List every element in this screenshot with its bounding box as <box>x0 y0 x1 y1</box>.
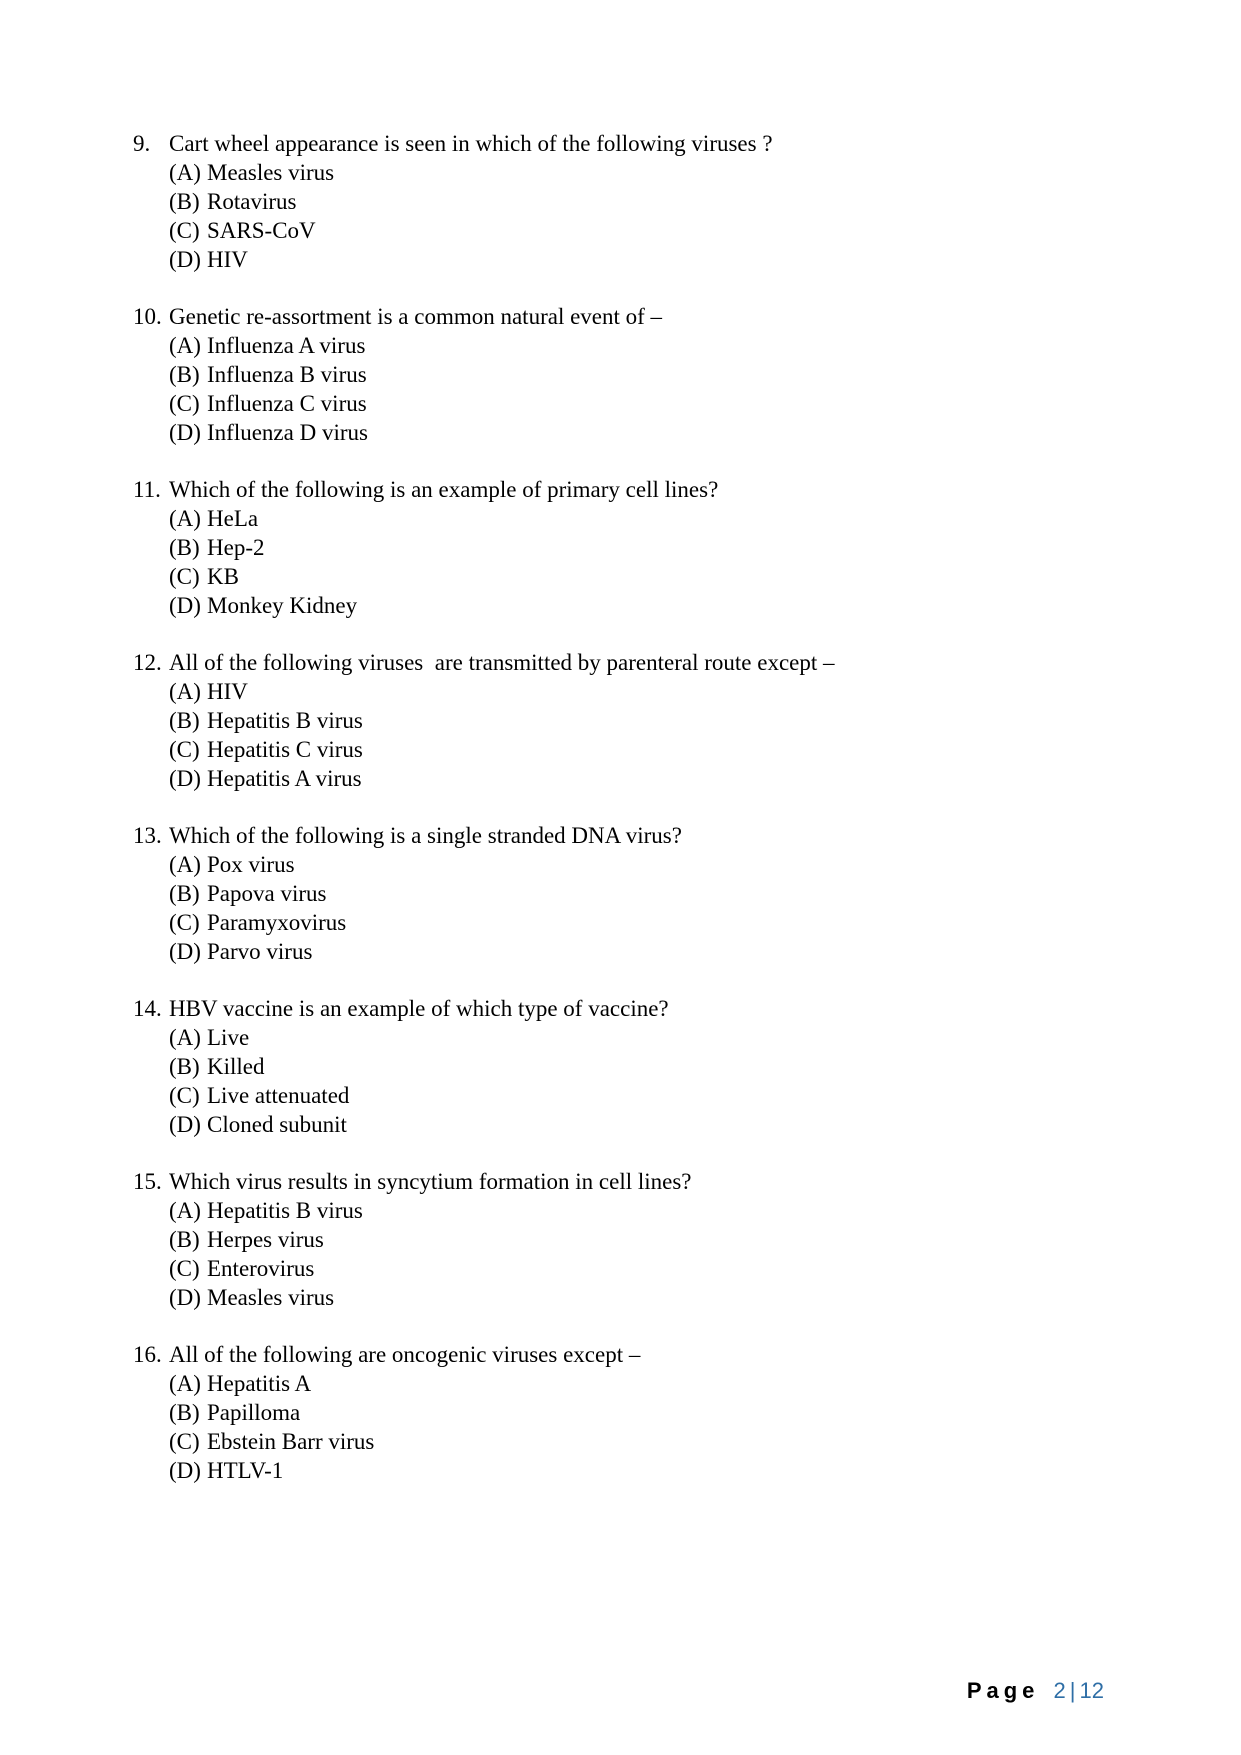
question-stem <box>133 648 1133 677</box>
question-number: 15. <box>133 1169 162 1194</box>
question-stem <box>133 129 1133 158</box>
option-text: Parvo virus <box>207 939 313 964</box>
option-letter: (C) <box>169 1083 200 1108</box>
option-a <box>169 677 1133 706</box>
option-b <box>169 360 1133 389</box>
option-list <box>133 158 1133 274</box>
option-a <box>169 504 1133 533</box>
option-text: Paramyxovirus <box>207 910 347 935</box>
option-text: Monkey Kidney <box>207 593 358 618</box>
question-stem <box>133 994 1133 1023</box>
option-list <box>133 331 1133 447</box>
question-15 <box>133 1167 1133 1312</box>
option-c <box>169 1081 1133 1110</box>
option-c <box>169 216 1133 245</box>
option-d <box>169 1456 1133 1485</box>
page-separator: | <box>1069 1678 1076 1703</box>
question-stem <box>133 302 1133 331</box>
question-number: 10. <box>133 304 162 329</box>
option-text: Hep-2 <box>207 535 265 560</box>
question-number: 12. <box>133 650 162 675</box>
option-a <box>169 1196 1133 1225</box>
option-letter: (D) <box>169 766 201 791</box>
option-b <box>169 533 1133 562</box>
option-text: HIV <box>207 247 248 272</box>
option-list <box>133 504 1133 620</box>
option-letter: (A) <box>169 160 201 185</box>
option-list <box>133 1196 1133 1312</box>
option-text: Papilloma <box>207 1400 301 1425</box>
option-letter: (A) <box>169 506 201 531</box>
option-text: HeLa <box>207 506 259 531</box>
option-letter: (A) <box>169 679 201 704</box>
option-text: Hepatitis B virus <box>207 1198 363 1223</box>
option-d <box>169 591 1133 620</box>
option-letter: (D) <box>169 593 201 618</box>
option-letter: (D) <box>169 1285 201 1310</box>
question-number: 13. <box>133 823 162 848</box>
question-stem <box>133 821 1133 850</box>
option-text: Influenza B virus <box>207 362 367 387</box>
option-text: Influenza C virus <box>207 391 367 416</box>
question-number: 9. <box>133 131 151 156</box>
option-a <box>169 850 1133 879</box>
option-a <box>169 331 1133 360</box>
option-text: Hepatitis B virus <box>207 708 363 733</box>
question-16 <box>133 1340 1133 1485</box>
current-page-number: 2 <box>1053 1678 1066 1703</box>
option-text: Measles virus <box>207 1285 335 1310</box>
option-d <box>169 1283 1133 1312</box>
option-letter: (A) <box>169 1198 201 1223</box>
question-list <box>133 129 1133 1513</box>
option-letter: (C) <box>169 391 200 416</box>
question-9 <box>133 129 1133 274</box>
option-letter: (B) <box>169 1054 200 1079</box>
option-letter: (D) <box>169 939 201 964</box>
question-number: 11. <box>133 477 161 502</box>
option-letter: (B) <box>169 535 200 560</box>
question-text: Which of the following is an example of primary cell lines? <box>169 477 719 502</box>
option-letter: (A) <box>169 852 201 877</box>
option-d <box>169 418 1133 447</box>
question-10 <box>133 302 1133 447</box>
option-a <box>169 1369 1133 1398</box>
option-letter: (C) <box>169 1429 200 1454</box>
option-letter: (D) <box>169 420 201 445</box>
option-text: Influenza A virus <box>207 333 366 358</box>
question-text: Which of the following is a single stranded DNA virus? <box>169 823 682 848</box>
option-letter: (B) <box>169 1400 200 1425</box>
question-stem <box>133 1340 1133 1369</box>
option-b <box>169 879 1133 908</box>
question-text: Genetic re-assortment is a common natural event of – <box>169 304 663 329</box>
option-letter: (C) <box>169 737 200 762</box>
option-letter: (B) <box>169 362 200 387</box>
option-b <box>169 1225 1133 1254</box>
option-text: Cloned subunit <box>207 1112 347 1137</box>
option-text: Rotavirus <box>207 189 297 214</box>
option-text: Hepatitis A virus <box>207 766 362 791</box>
option-b <box>169 706 1133 735</box>
option-d <box>169 937 1133 966</box>
option-letter: (B) <box>169 1227 200 1252</box>
option-letter: (B) <box>169 708 200 733</box>
option-c <box>169 1254 1133 1283</box>
option-c <box>169 562 1133 591</box>
question-text: All of the following are oncogenic viruses except – <box>169 1342 641 1367</box>
option-c <box>169 908 1133 937</box>
option-text: Hepatitis C virus <box>207 737 363 762</box>
question-12 <box>133 648 1133 793</box>
option-letter: (A) <box>169 1371 201 1396</box>
option-text: Papova virus <box>207 881 327 906</box>
option-d <box>169 1110 1133 1139</box>
option-text: HTLV-1 <box>207 1458 284 1483</box>
option-text: KB <box>207 564 239 589</box>
page-footer <box>967 1677 1104 1705</box>
option-letter: (D) <box>169 247 201 272</box>
option-c <box>169 735 1133 764</box>
option-list <box>133 1023 1133 1139</box>
option-letter: (C) <box>169 564 200 589</box>
option-letter: (C) <box>169 218 200 243</box>
option-text: Enterovirus <box>207 1256 315 1281</box>
option-text: Killed <box>207 1054 265 1079</box>
option-text: SARS-CoV <box>207 218 316 243</box>
question-number: 14. <box>133 996 162 1021</box>
option-text: Measles virus <box>207 160 335 185</box>
option-text: Influenza D virus <box>207 420 368 445</box>
option-b <box>169 1398 1133 1427</box>
option-text: Live attenuated <box>207 1083 350 1108</box>
option-text: HIV <box>207 679 248 704</box>
question-text: All of the following viruses are transmitted by parenteral route except – <box>169 650 835 675</box>
option-letter: (C) <box>169 1256 200 1281</box>
question-stem <box>133 475 1133 504</box>
question-stem <box>133 1167 1133 1196</box>
option-text: Ebstein Barr virus <box>207 1429 375 1454</box>
option-c <box>169 1427 1133 1456</box>
option-letter: (A) <box>169 333 201 358</box>
question-11 <box>133 475 1133 620</box>
option-a <box>169 158 1133 187</box>
option-letter: (B) <box>169 881 200 906</box>
question-text: Cart wheel appearance is seen in which of the following viruses ? <box>169 131 773 156</box>
option-text: Live <box>207 1025 250 1050</box>
option-letter: (D) <box>169 1112 201 1137</box>
option-a <box>169 1023 1133 1052</box>
page-label: Page <box>966 1678 1040 1703</box>
option-list <box>133 677 1133 793</box>
question-13 <box>133 821 1133 966</box>
question-number: 16. <box>133 1342 162 1367</box>
option-d <box>169 245 1133 274</box>
total-pages-number: 12 <box>1079 1678 1104 1703</box>
option-list <box>133 850 1133 966</box>
option-text: Pox virus <box>207 852 295 877</box>
option-b <box>169 187 1133 216</box>
option-letter: (C) <box>169 910 200 935</box>
question-text: HBV vaccine is an example of which type of vaccine? <box>169 996 669 1021</box>
option-letter: (D) <box>169 1458 201 1483</box>
option-list <box>133 1369 1133 1485</box>
option-text: Herpes virus <box>207 1227 324 1252</box>
option-letter: (B) <box>169 189 200 214</box>
option-d <box>169 764 1133 793</box>
option-letter: (A) <box>169 1025 201 1050</box>
option-b <box>169 1052 1133 1081</box>
question-text: Which virus results in syncytium formation in cell lines? <box>169 1169 692 1194</box>
option-text: Hepatitis A <box>207 1371 312 1396</box>
question-14 <box>133 994 1133 1139</box>
option-c <box>169 389 1133 418</box>
